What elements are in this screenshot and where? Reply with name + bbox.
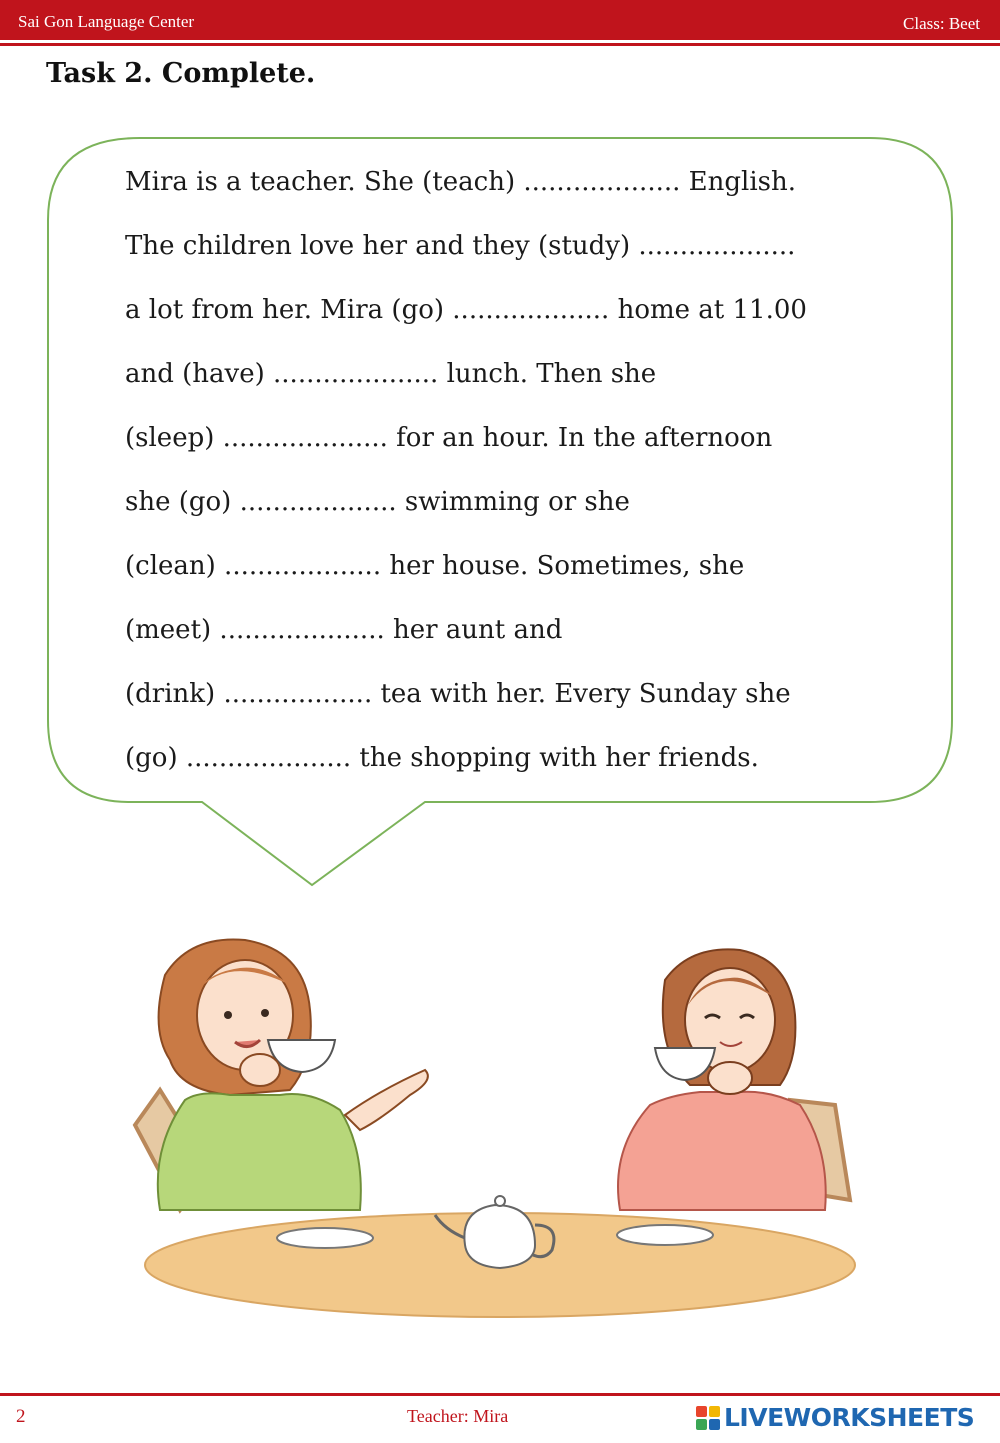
- passage-line: Mira is a teacher. She (teach) ................... English.: [125, 167, 796, 197]
- passage-line: The children love her and they (study) ...................: [125, 231, 796, 261]
- passage-line: (go) .................... the shopping with her friends.: [125, 743, 759, 773]
- two-women-drinking-tea-illustration: [90, 920, 890, 1320]
- page-number: 2: [16, 1406, 26, 1427]
- passage-line: she (go) ................... swimming or she: [125, 487, 630, 517]
- brand-text: LIVEWORKSHEETS: [724, 1403, 975, 1432]
- passage-line: a lot from her. Mira (go) ................... home at 11.00: [125, 295, 807, 325]
- passage-line: and (have) .................... lunch. Then she: [125, 359, 657, 389]
- class-label: Class: Beet: [903, 14, 980, 33]
- passage-line: (sleep) .................... for an hour. In the afternoon: [125, 423, 773, 453]
- footer-divider: [0, 1393, 1000, 1396]
- task-title: Task 2. Complete.: [46, 58, 316, 89]
- liveworksheets-logo[interactable]: [696, 1403, 974, 1432]
- school-name: Sai Gon Language Center: [18, 12, 195, 31]
- passage: [125, 150, 925, 790]
- teacher-name: Teacher: Mira: [407, 1406, 509, 1426]
- passage-line: (drink) .................. tea with her. Every Sunday she: [125, 679, 791, 709]
- passage-line: (meet) .................... her aunt and: [125, 615, 563, 645]
- liveworksheets-logo-icon: [696, 1406, 720, 1430]
- passage-line: (clean) ................... her house. Sometimes, she: [125, 551, 745, 581]
